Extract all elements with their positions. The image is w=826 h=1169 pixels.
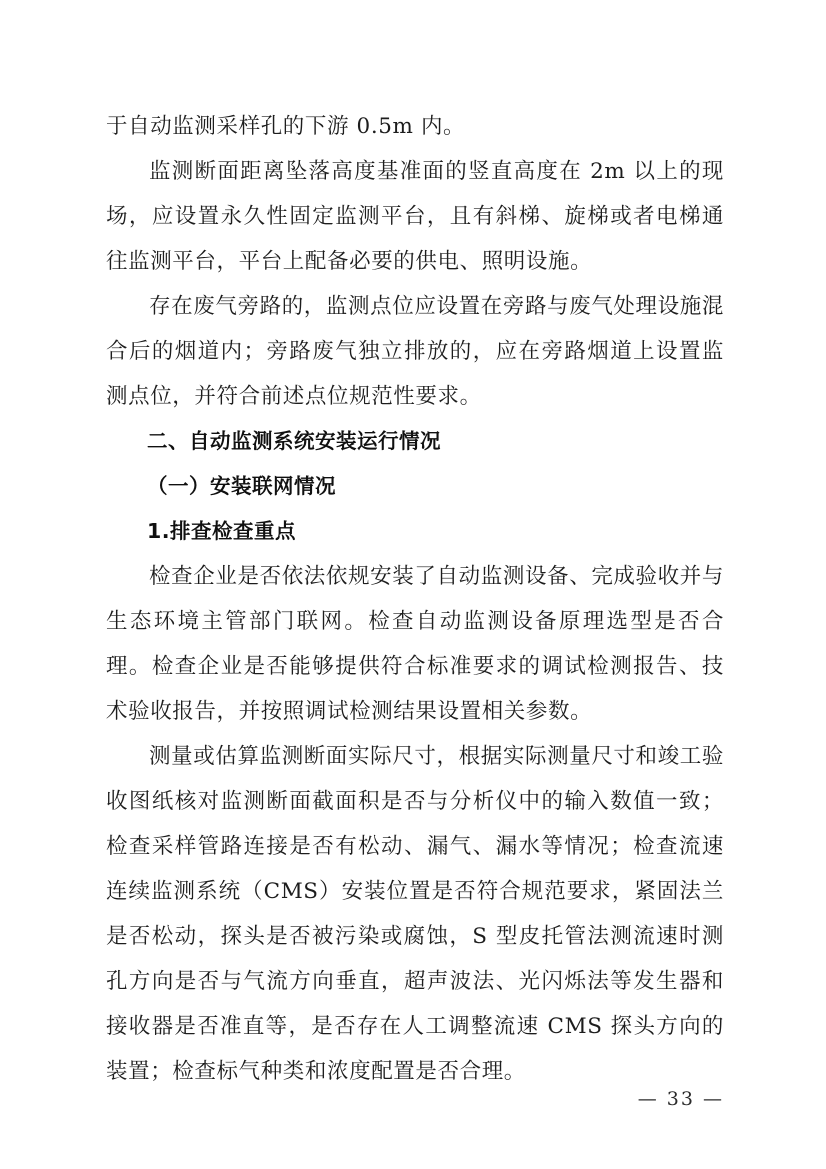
page-footer	[106, 1088, 724, 1110]
section-heading-level-2: （一）安装联网情况	[147, 474, 336, 498]
paragraph-cms-inspection: 测量或估算监测断面实际尺寸，根据实际测量尺寸和竣工验收图纸核对监测断面截面积是否与分析仪中的输入数值一致；检查采样管路连接是否有松动、漏气、漏水等情况；检查流速连续监测系统（CMS）安装位置是否符合规范要求，紧固法兰是否松动，探头是否被污染或腐蚀，S 型皮托管法测流速时测孔方向是否与气流方向垂直，超声波法、光闪烁法等发生器和接收器是否准直等，是否存在人工调整流速 CMS 探头方向的装置；检查标气种类和浓度配置是否合理。	[106, 744, 724, 1084]
paragraph-bypass-exhaust: 存在废气旁路的，监测点位应设置在旁路与废气处理设施混合后的烟道内；旁路废气独立排放的，应在旁路烟道上设置监测点位，并符合前述点位规范性要求。	[106, 294, 724, 409]
paragraph-continuation: 于自动监测采样孔的下游 0.5m 内。	[106, 114, 466, 139]
page-number: — 33 —	[637, 1088, 724, 1110]
paragraph-inspection-focus: 检查企业是否依法依规安装了自动监测设备、完成验收并与生态环境主管部门联网。检查自动监测设备原理选型是否合理。检查企业是否能够提供符合标准要求的调试检测报告、技术验收报告，并按照调试检测结果设置相关参数。	[106, 564, 724, 724]
section-heading-level-1: 二、自动监测系统安装运行情况	[147, 429, 441, 453]
section-heading-level-3: 1.排查检查重点	[147, 519, 297, 543]
paragraph-monitoring-platform: 监测断面距离坠落高度基准面的竖直高度在 2m 以上的现场，应设置永久性固定监测平台，且有斜梯、旋梯或者电梯通往监测平台，平台上配备必要的供电、照明设施。	[106, 159, 724, 274]
page-content	[106, 104, 724, 1094]
